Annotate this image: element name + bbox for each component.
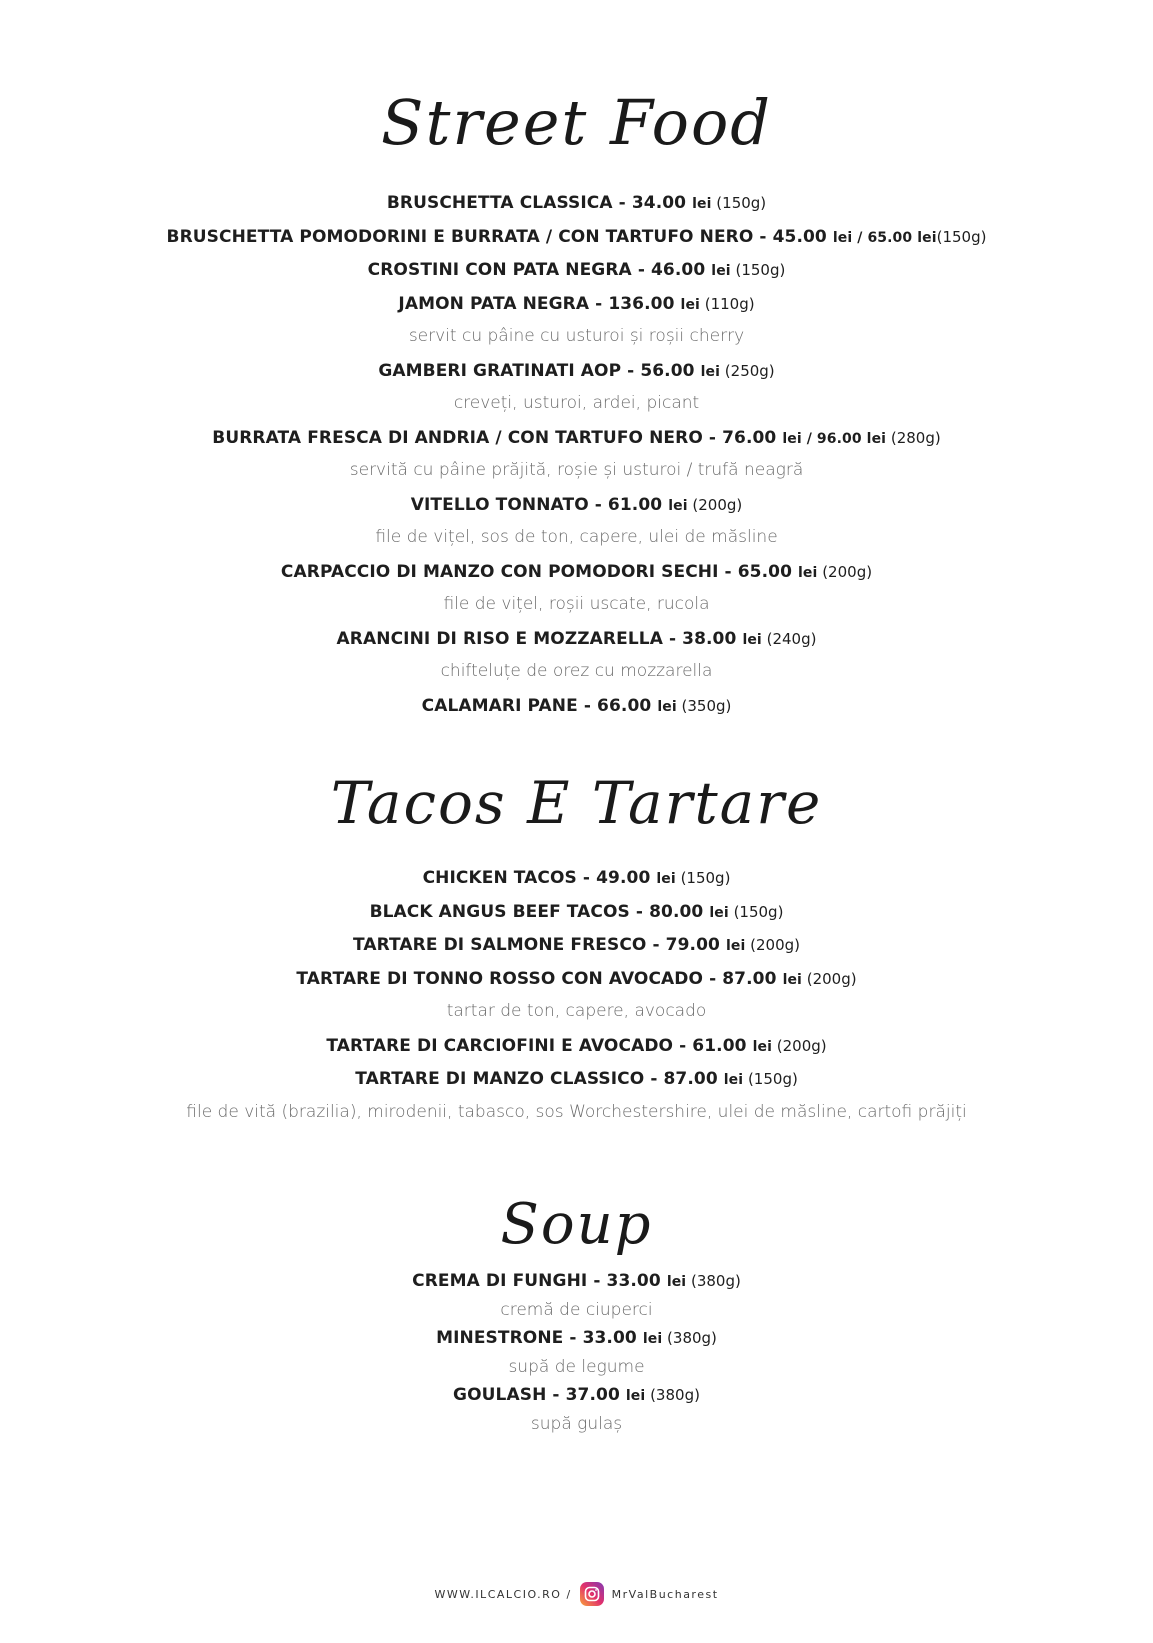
section-title-street-food: Street Food	[380, 86, 772, 159]
item-weight: (150g)	[711, 194, 767, 212]
item-weight: (200g)	[745, 936, 801, 954]
item-description: cremă de ciuperci	[500, 1299, 653, 1320]
item-weight: (150g)	[936, 227, 987, 246]
item-weight: (380g)	[645, 1386, 700, 1405]
item-currency: lei	[798, 564, 818, 581]
item-weight: (150g)	[730, 261, 786, 279]
item-name-price: JAMON PATA NEGRA - 136.00	[398, 293, 681, 314]
item-weight: (350g)	[676, 696, 732, 715]
item-currency: lei	[668, 497, 688, 514]
item-name-price: CALAMARI PANE - 66.00	[421, 695, 658, 716]
item-currency: lei	[711, 263, 731, 279]
tacos-tartare-list	[0, 861, 1153, 1129]
item-weight: (150g)	[743, 1070, 798, 1088]
item-name-price: TARTARE DI TONNO ROSSO CON AVOCADO - 87.00	[296, 968, 783, 989]
item-description: file de vițel, sos de ton, capere, ulei de măsline	[375, 527, 778, 547]
menu-item	[0, 689, 1153, 723]
item-currency: lei	[742, 631, 762, 648]
menu-item	[0, 1062, 1153, 1096]
item-name-price: CROSTINI CON PATA NEGRA - 46.00	[367, 260, 712, 280]
street-food-list	[0, 186, 1153, 722]
item-description: supă de legume	[508, 1356, 645, 1377]
item-weight: (280g)	[886, 428, 941, 447]
menu-item	[0, 186, 1153, 220]
item-weight: (200g)	[801, 969, 857, 988]
item-currency: lei	[725, 938, 746, 954]
item-currency: lei	[625, 1388, 646, 1405]
menu-item	[0, 1324, 1153, 1353]
item-currency: lei	[692, 196, 712, 212]
menu-item	[0, 622, 1153, 656]
item-description: chifteluțe de orez cu mozzarella	[440, 661, 713, 681]
item-weight: (150g)	[675, 869, 731, 887]
soup-list	[0, 1267, 1153, 1439]
item-currency: lei	[642, 1331, 663, 1348]
item-weight: (200g)	[771, 1036, 827, 1055]
menu-item	[0, 253, 1153, 287]
item-currency: lei	[723, 1072, 744, 1088]
item-name-price: GAMBERI GRATINATI AOP - 56.00	[378, 360, 701, 381]
item-description: servită cu pâine prăjită, roșie și usturoi / trufă neagră	[349, 460, 804, 480]
item-name-price: CARPACCIO DI MANZO CON POMODORI SECHI - 65.00	[280, 561, 799, 582]
menu-item	[0, 287, 1153, 321]
section-title-soup: Soup	[500, 1192, 653, 1257]
item-name-price: TARTARE DI CARCIOFINI E AVOCADO - 61.00	[326, 1035, 753, 1056]
instagram-handle[interactable]: MrValBucharest	[611, 1587, 719, 1601]
menu-item	[0, 555, 1153, 589]
item-description: file de vită (brazilia), mirodenii, tabasco, sos Worchestershire, ulei de măsline, cartofi prăjiți	[186, 1101, 967, 1122]
item-name-price: TARTARE DI MANZO CLASSICO - 87.00	[355, 1069, 724, 1089]
website-link[interactable]: WWW.ILCALCIO.RO /	[434, 1587, 572, 1601]
item-name-price: BLACK ANGUS BEEF TACOS - 80.00	[369, 901, 710, 922]
item-name-price: ARANCINI DI RISO E MOZZARELLA - 38.00	[336, 628, 743, 649]
item-name-price: BURRATA FRESCA DI ANDRIA / CON TARTUFO NERO - 76.00	[212, 427, 783, 448]
menu-item	[0, 1267, 1153, 1296]
menu-item	[0, 1029, 1153, 1063]
item-weight: (380g)	[662, 1329, 717, 1348]
item-name-price: VITELLO TONNATO - 61.00	[410, 494, 669, 515]
menu-item	[0, 421, 1153, 455]
menu-item	[0, 861, 1153, 895]
item-weight: (150g)	[728, 902, 784, 921]
menu-item	[0, 928, 1153, 962]
item-weight: (380g)	[686, 1272, 741, 1290]
item-description: creveți, usturoi, ardei, picant	[453, 393, 700, 413]
section-title-tacos-tartare: Tacos E Tartare	[330, 769, 823, 837]
item-currency: lei / 96.00 lei	[782, 430, 887, 447]
menu-item	[0, 354, 1153, 388]
menu-item	[0, 895, 1153, 929]
item-name-price: GOULASH - 37.00	[453, 1385, 626, 1406]
menu-item	[0, 962, 1153, 996]
item-weight: (110g)	[699, 294, 755, 313]
footer	[0, 1582, 1153, 1606]
item-weight: (200g)	[817, 562, 873, 581]
item-name-price: MINESTRONE - 33.00	[436, 1328, 643, 1349]
item-currency: lei	[657, 698, 677, 715]
item-currency: lei	[666, 1274, 687, 1290]
item-currency: lei / 65.00 lei	[832, 229, 937, 246]
menu-item	[0, 220, 1153, 254]
item-weight: (200g)	[687, 495, 743, 514]
item-currency: lei	[709, 904, 729, 921]
item-name-price: CREMA DI FUNGHI - 33.00	[412, 1271, 667, 1291]
instagram-icon[interactable]	[580, 1582, 604, 1606]
item-weight: (250g)	[720, 361, 775, 380]
item-currency: lei	[656, 871, 676, 887]
item-name-price: CHICKEN TACOS - 49.00	[422, 868, 657, 888]
item-description: tartar de ton, capere, avocado	[446, 1001, 707, 1021]
item-currency: lei	[680, 296, 700, 313]
item-description: file de vițel, roșii uscate, rucola	[443, 594, 710, 614]
item-name-price: BRUSCHETTA CLASSICA - 34.00	[386, 193, 693, 213]
item-description: supă gulaș	[530, 1413, 623, 1434]
item-currency: lei	[700, 363, 721, 380]
item-name-price: TARTARE DI SALMONE FRESCO - 79.00	[352, 935, 726, 955]
menu-item	[0, 1381, 1153, 1410]
item-description: servit cu pâine cu usturoi și roșii cherry	[408, 326, 745, 346]
item-currency: lei	[782, 971, 802, 988]
item-currency: lei	[752, 1038, 772, 1055]
item-weight: (240g)	[761, 629, 817, 648]
item-name-price: BRUSCHETTA POMODORINI E BURRATA / CON TARTUFO NERO - 45.00	[166, 226, 833, 247]
menu-item	[0, 488, 1153, 522]
